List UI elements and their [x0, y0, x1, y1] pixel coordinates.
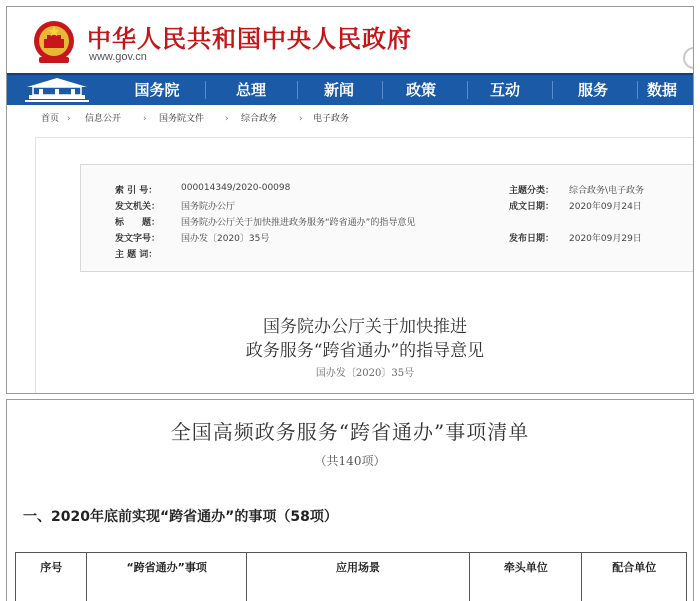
created-date-value: 2020年09月24日 — [569, 199, 642, 212]
column-header-cooperating-unit: 配合单位 — [582, 553, 687, 601]
category-label: 主题分类： — [509, 183, 554, 196]
site-title[interactable]: 中华人民共和国中央人民政府 — [87, 19, 412, 54]
site-header — [7, 7, 693, 73]
nav-item-services[interactable]: 服务 — [553, 75, 633, 105]
index-number-label: 索 引 号： — [115, 183, 157, 196]
index-number-value: 000014349/2020-00098 — [181, 183, 290, 193]
national-emblem-icon[interactable] — [33, 19, 75, 65]
issuer-label: 发文机关： — [115, 199, 160, 212]
breadcrumb-state-council-docs[interactable]: 国务院文件 — [159, 105, 204, 133]
home-gate-icon[interactable] — [7, 75, 107, 105]
column-header-lead-unit: 牵头单位 — [470, 553, 582, 601]
title-value: 国务院办公厅关于加快推进政务服务“跨省通办”的指导意见 — [181, 215, 415, 228]
nav-item-premier[interactable]: 总理 — [211, 75, 291, 105]
nav-item-news[interactable]: 新闻 — [299, 75, 379, 105]
nav-item-data[interactable]: 数据 — [635, 75, 694, 105]
document-title-line-2: 政务服务“跨省通办”的指导意见 — [36, 336, 694, 361]
item-list-document-panel — [6, 399, 694, 601]
breadcrumb — [7, 105, 693, 133]
subject-words-label: 主 题 词： — [115, 247, 157, 260]
document-metadata-box — [80, 164, 694, 272]
breadcrumb-e-government[interactable]: 电子政务 — [313, 105, 349, 133]
list-count: （共140项） — [7, 452, 693, 469]
document-area — [35, 137, 694, 394]
breadcrumb-home[interactable]: 首页 — [41, 105, 59, 133]
column-header-number: 序号 — [16, 553, 87, 601]
issuer-value: 国务院办公厅 — [181, 199, 235, 212]
table-header-row — [16, 553, 687, 601]
site-domain: www.gov.cn — [89, 51, 147, 63]
document-number-value: 国办发〔2020〕35号 — [181, 231, 269, 244]
published-date-value: 2020年09月29日 — [569, 231, 642, 244]
nav-divider — [297, 81, 298, 99]
document-number-label: 发文字号： — [115, 231, 160, 244]
nav-item-state-council[interactable]: 国务院 — [117, 75, 197, 105]
chevron-right-icon: › — [299, 105, 303, 133]
chevron-right-icon: › — [225, 105, 229, 133]
breadcrumb-general-affairs[interactable]: 综合政务 — [241, 105, 277, 133]
created-date-label: 成文日期： — [509, 199, 554, 212]
document-number: 国办发〔2020〕35号 — [36, 364, 694, 379]
website-screenshot-panel — [6, 6, 694, 394]
nav-item-interaction[interactable]: 互动 — [465, 75, 545, 105]
main-navigation — [7, 73, 693, 105]
category-value: 综合政务\电子政务 — [569, 183, 644, 196]
section-heading: 一、2020年底前实现“跨省通办”的事项（58项） — [23, 506, 338, 526]
column-header-scenario: 应用场景 — [246, 553, 469, 601]
nav-item-policy[interactable]: 政策 — [381, 75, 461, 105]
document-title-line-1: 国务院办公厅关于加快推进 — [36, 312, 694, 337]
column-header-item: “跨省通办”事项 — [87, 553, 247, 601]
chevron-right-icon: › — [67, 105, 71, 133]
partial-circle-icon — [683, 47, 694, 69]
published-date-label: 发布日期： — [509, 231, 554, 244]
breadcrumb-info-disclosure[interactable]: 信息公开 — [85, 105, 121, 133]
list-title: 全国高频政务服务“跨省通办”事项清单 — [7, 416, 693, 445]
chevron-right-icon: › — [143, 105, 147, 133]
title-label: 标 题： — [115, 215, 160, 228]
items-table — [15, 552, 687, 601]
nav-divider — [205, 81, 206, 99]
